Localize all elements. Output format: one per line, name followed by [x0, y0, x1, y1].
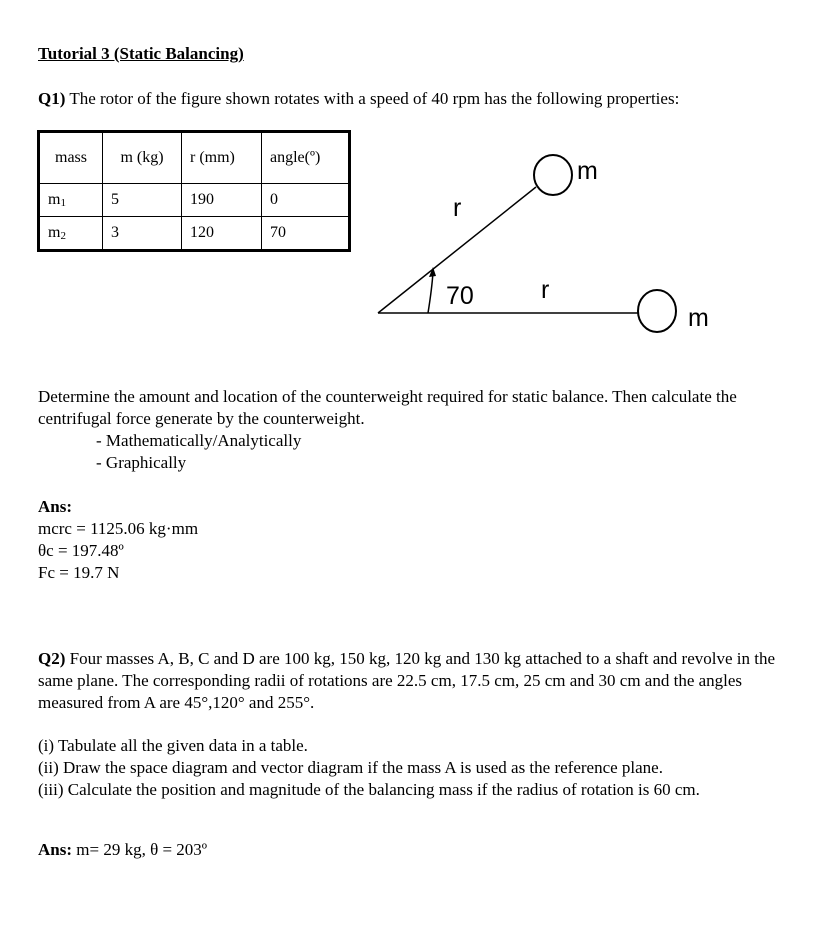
- table-header-row: [39, 132, 350, 184]
- label-r-lower: r: [541, 276, 550, 304]
- label-r-upper: r: [453, 194, 462, 222]
- header-m-kg: m (kg): [103, 132, 182, 184]
- table-row: [39, 217, 350, 251]
- q2-text: Four masses A, B, C and D are 100 kg, 150 kg, 120 kg and 130 kg attached to a shaft and revolve in the same plane. The corresponding radii of rotations are 22.5 cm, 17.5 cm, 25 cm and 30 cm and the angles measured from A are 45°,120° and 255°.: [38, 649, 776, 712]
- page-title: Tutorial 3 (Static Balancing): [38, 44, 244, 63]
- answer-line-mcrc: mcrc = 1125.06 kg·mm: [38, 519, 199, 538]
- lower-mass-circle: [638, 290, 676, 332]
- answer-line-force: Fc = 19.7 N: [38, 563, 120, 582]
- q2-label: Q2): [38, 649, 66, 668]
- cell-mass-kg: 3: [103, 217, 182, 251]
- q2-part-iii: (iii) Calculate the position and magnitude of the balancing mass if the radius of rotation is 60 cm.: [38, 780, 700, 799]
- q2-statement: [38, 648, 788, 714]
- cell-mass-name: $m_2$: [39, 217, 103, 251]
- q2-part-ii: (ii) Draw the space diagram and vector diagram if the mass A is used as the reference plane.: [38, 758, 663, 777]
- label-angle: 70: [446, 282, 474, 310]
- q1-statement: [38, 88, 679, 110]
- cell-mass-kg: 5: [103, 184, 182, 217]
- cell-angle: 70: [262, 217, 350, 251]
- answer-line-theta: θc = 197.48º: [38, 541, 124, 560]
- properties-table: [37, 130, 351, 252]
- determine-text: Determine the amount and location of the counterweight required for static balance. Then calculate the centrifugal force generate by the counterweight.: [38, 387, 737, 428]
- label-m-upper: m: [577, 157, 598, 185]
- method-item-analytical: - Mathematically/Analytically: [96, 431, 302, 450]
- label-m-lower: m: [688, 304, 709, 332]
- method-list: [96, 430, 301, 474]
- cell-angle: 0: [262, 184, 350, 217]
- q1-answer: [38, 496, 198, 584]
- q2-parts: [38, 735, 700, 801]
- q2-part-i: (i) Tabulate all the given data in a table.: [38, 736, 308, 755]
- cell-radius: 190: [182, 184, 262, 217]
- upper-mass-circle: [534, 155, 572, 195]
- q2-answer: [38, 839, 207, 861]
- q1-label: Q1): [38, 89, 66, 108]
- rotor-figure: [370, 140, 730, 350]
- cell-radius: 120: [182, 217, 262, 251]
- header-r-mm: r (mm): [182, 132, 262, 184]
- q2-answer-text: m= 29 kg, θ = 203º: [72, 840, 208, 859]
- table-row: [39, 184, 350, 217]
- q1-answer-heading: Ans:: [38, 497, 73, 516]
- header-mass: mass: [39, 132, 103, 184]
- cell-mass-name: $m_1$: [39, 184, 103, 217]
- method-item-graphical: - Graphically: [96, 453, 187, 472]
- q1-text: The rotor of the figure shown rotates with a speed of 40 rpm has the following properties:: [65, 89, 680, 108]
- header-angle: angle(º): [262, 132, 350, 184]
- angle-arc: [428, 272, 433, 313]
- q2-answer-heading: Ans:: [38, 840, 73, 859]
